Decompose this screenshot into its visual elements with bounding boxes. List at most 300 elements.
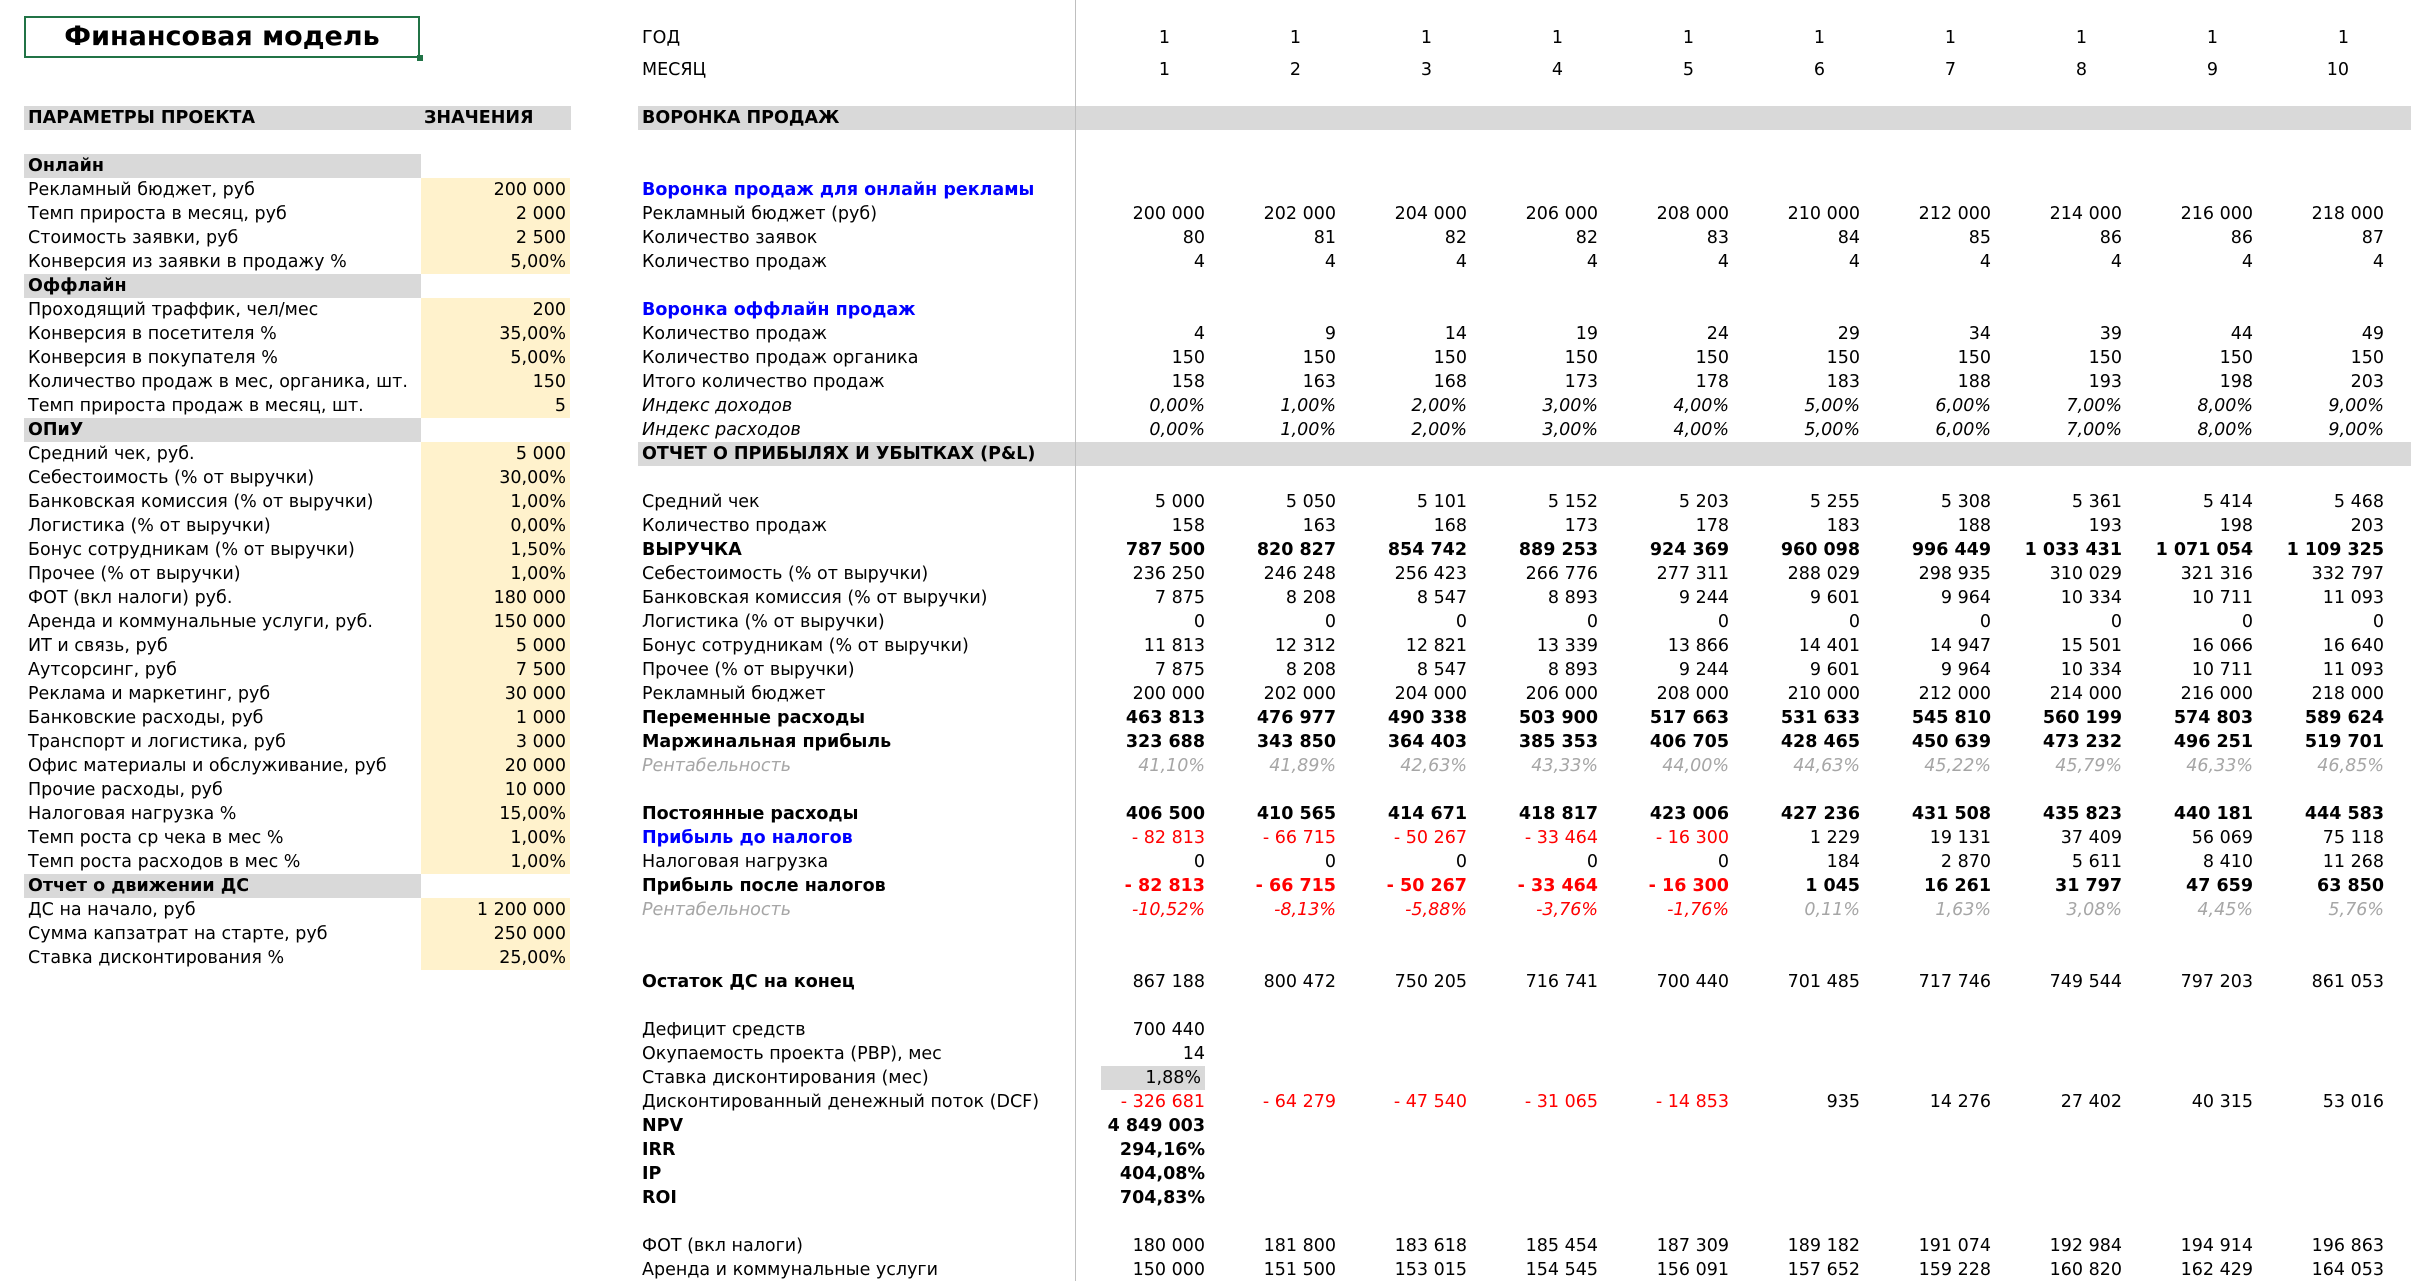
value-cell[interactable]: 44,00% — [1662, 756, 1729, 776]
value-cell[interactable]: 463 813 — [1125, 708, 1205, 728]
value-cell[interactable]: 8 208 — [1285, 660, 1336, 680]
value-cell[interactable]: 153 015 — [1394, 1260, 1467, 1280]
value-cell[interactable]: 5,00% — [1804, 396, 1860, 416]
value-cell[interactable]: 9 244 — [1678, 588, 1729, 608]
value-cell[interactable]: 150 — [2350, 348, 2384, 368]
row-label[interactable]: Количество заявок — [642, 228, 818, 248]
value-cell[interactable]: 2,00% — [1411, 396, 1467, 416]
param-label[interactable]: Количество продаж в мес, органика, шт. — [28, 372, 408, 392]
param-label[interactable]: Темп прироста продаж в месяц, шт. — [28, 396, 364, 416]
value-cell[interactable]: 294,16% — [1119, 1140, 1205, 1160]
value-cell[interactable]: 14 — [1444, 324, 1467, 344]
value-cell[interactable]: 545 810 — [1911, 708, 1991, 728]
param-section-header[interactable]: Отчет о движении ДС — [24, 874, 421, 898]
row-label[interactable]: IRR — [642, 1140, 676, 1160]
value-cell[interactable]: 14 947 — [1929, 636, 1991, 656]
value-cell[interactable]: 960 098 — [1780, 540, 1860, 560]
param-label[interactable]: Реклама и маркетинг, руб — [28, 684, 271, 704]
value-cell[interactable]: 204 000 — [1394, 684, 1467, 704]
value-cell[interactable]: 204 000 — [1394, 204, 1467, 224]
value-cell[interactable]: - 16 300 — [1655, 828, 1729, 848]
param-label[interactable]: Стоимость заявки, руб — [28, 228, 239, 248]
value-cell[interactable]: 5 000 — [1154, 492, 1205, 512]
value-cell[interactable]: 4 — [2372, 252, 2384, 272]
value-cell[interactable]: 87 — [2361, 228, 2384, 248]
value-cell[interactable]: 193 — [2088, 372, 2122, 392]
row-label[interactable]: Итого количество продаж — [642, 372, 885, 392]
param-label[interactable]: Транспорт и логистика, руб — [28, 732, 286, 752]
value-cell[interactable]: 0 — [1193, 612, 1205, 632]
value-cell[interactable]: 3,00% — [1542, 420, 1598, 440]
value-cell[interactable]: - 64 279 — [1262, 1092, 1336, 1112]
value-cell[interactable]: 5 050 — [1285, 492, 1336, 512]
param-value-input[interactable]: 1,00% — [421, 490, 570, 514]
value-cell[interactable]: 5,00% — [1804, 420, 1860, 440]
param-value-input[interactable]: 1 200 000 — [421, 898, 570, 922]
value-cell[interactable]: 889 253 — [1518, 540, 1598, 560]
value-cell[interactable]: - 14 853 — [1655, 1092, 1729, 1112]
row-label[interactable]: Банковская комиссия (% от выручки) — [642, 588, 988, 608]
value-cell[interactable]: 6,00% — [1935, 420, 1991, 440]
value-cell[interactable]: 288 029 — [1787, 564, 1860, 584]
param-value-input[interactable]: 1,50% — [421, 538, 570, 562]
value-cell[interactable]: 12 821 — [1405, 636, 1467, 656]
value-cell[interactable]: 4 — [1193, 252, 1205, 272]
param-value-input[interactable]: 30,00% — [421, 466, 570, 490]
value-cell[interactable]: 45,79% — [2055, 756, 2122, 776]
value-cell[interactable]: 418 817 — [1518, 804, 1598, 824]
value-cell[interactable]: 4 — [1848, 252, 1860, 272]
value-cell[interactable]: - 47 540 — [1393, 1092, 1467, 1112]
value-cell[interactable]: 53 016 — [2322, 1092, 2384, 1112]
value-cell[interactable]: 924 369 — [1649, 540, 1729, 560]
value-cell[interactable]: 150 — [2088, 348, 2122, 368]
value-cell[interactable]: 519 701 — [2304, 732, 2384, 752]
param-value-input[interactable]: 25,00% — [421, 946, 570, 970]
value-cell[interactable]: 2 870 — [1940, 852, 1991, 872]
value-cell[interactable]: 343 850 — [1256, 732, 1336, 752]
value-cell[interactable]: 7,00% — [2066, 396, 2122, 416]
value-cell[interactable]: 178 — [1695, 372, 1729, 392]
value-cell[interactable]: 749 544 — [2049, 972, 2122, 992]
value-cell[interactable]: 820 827 — [1256, 540, 1336, 560]
param-label[interactable]: ФОТ (вкл налоги) руб. — [28, 588, 233, 608]
value-cell[interactable]: - 50 267 — [1386, 876, 1467, 896]
value-cell[interactable]: 1,63% — [1935, 900, 1991, 920]
value-cell[interactable]: 84 — [1837, 228, 1860, 248]
value-cell[interactable]: 1 033 431 — [2024, 540, 2122, 560]
value-cell[interactable]: 16 261 — [1924, 876, 1991, 896]
value-cell[interactable]: - 50 267 — [1393, 828, 1467, 848]
value-cell[interactable]: 203 — [2350, 516, 2384, 536]
value-cell[interactable]: 192 984 — [2049, 1236, 2122, 1256]
value-cell[interactable]: 157 652 — [1787, 1260, 1860, 1280]
value-cell[interactable]: 0 — [1324, 852, 1336, 872]
value-cell[interactable]: 6,00% — [1935, 396, 1991, 416]
value-cell[interactable]: 8 893 — [1547, 588, 1598, 608]
value-cell[interactable]: 476 977 — [1256, 708, 1336, 728]
value-cell[interactable]: 4 — [2110, 252, 2122, 272]
param-label[interactable]: ИТ и связь, руб — [28, 636, 168, 656]
value-cell[interactable]: 187 309 — [1656, 1236, 1729, 1256]
value-cell[interactable]: 10 334 — [2060, 660, 2122, 680]
param-label[interactable]: Офис материалы и обслуживание, руб — [28, 756, 387, 776]
year-cell[interactable]: 1 — [2075, 28, 2087, 48]
value-cell[interactable]: 277 311 — [1656, 564, 1729, 584]
value-cell[interactable]: 14 276 — [1929, 1092, 1991, 1112]
value-cell[interactable]: - 66 715 — [1262, 828, 1336, 848]
value-cell[interactable]: 45,22% — [1924, 756, 1991, 776]
value-cell[interactable]: 203 — [2350, 372, 2384, 392]
value-cell[interactable]: 321 316 — [2180, 564, 2253, 584]
value-cell[interactable]: 75 118 — [2322, 828, 2384, 848]
month-cell[interactable]: 10 — [2326, 60, 2349, 80]
value-cell[interactable]: 80 — [1182, 228, 1205, 248]
value-cell[interactable]: 503 900 — [1518, 708, 1598, 728]
year-cell[interactable]: 1 — [1944, 28, 1956, 48]
value-cell[interactable]: 150 — [1302, 348, 1336, 368]
value-cell[interactable]: 797 203 — [2180, 972, 2253, 992]
value-cell[interactable]: 210 000 — [1787, 684, 1860, 704]
value-cell[interactable]: 574 803 — [2173, 708, 2253, 728]
value-cell[interactable]: - 33 464 — [1524, 828, 1598, 848]
value-cell[interactable]: 150 — [1957, 348, 1991, 368]
value-cell[interactable]: 154 545 — [1525, 1260, 1598, 1280]
param-value-input[interactable]: 15,00% — [421, 802, 570, 826]
value-cell[interactable]: 173 — [1564, 516, 1598, 536]
row-label[interactable]: Количество продаж — [642, 252, 828, 272]
value-cell[interactable]: 12 312 — [1274, 636, 1336, 656]
value-cell[interactable]: 1,88% — [1101, 1066, 1205, 1090]
value-cell[interactable]: 19 — [1575, 324, 1598, 344]
year-cell[interactable]: 1 — [2337, 28, 2349, 48]
value-cell[interactable]: 158 — [1171, 372, 1205, 392]
value-cell[interactable]: 10 334 — [2060, 588, 2122, 608]
value-cell[interactable]: 473 232 — [2042, 732, 2122, 752]
value-cell[interactable]: 150 — [1564, 348, 1598, 368]
value-cell[interactable]: 0 — [2372, 612, 2384, 632]
value-cell[interactable]: 2,00% — [1411, 420, 1467, 440]
value-cell[interactable]: 496 251 — [2173, 732, 2253, 752]
value-cell[interactable]: 181 800 — [1263, 1236, 1336, 1256]
value-cell[interactable]: 787 500 — [1125, 540, 1205, 560]
value-cell[interactable]: 164 053 — [2311, 1260, 2384, 1280]
value-cell[interactable]: 44,63% — [1793, 756, 1860, 776]
value-cell[interactable]: 0,00% — [1149, 420, 1205, 440]
param-label[interactable]: Конверсия из заявки в продажу % — [28, 252, 347, 272]
value-cell[interactable]: 0 — [1979, 612, 1991, 632]
param-label[interactable]: Банковская комиссия (% от выручки) — [28, 492, 374, 512]
value-cell[interactable]: 150 — [1695, 348, 1729, 368]
value-cell[interactable]: 16 066 — [2191, 636, 2253, 656]
value-cell[interactable]: 4 — [1193, 324, 1205, 344]
value-cell[interactable]: - 326 681 — [1120, 1092, 1205, 1112]
value-cell[interactable]: 160 820 — [2049, 1260, 2122, 1280]
value-cell[interactable]: 47 659 — [2186, 876, 2253, 896]
value-cell[interactable]: 0,11% — [1804, 900, 1860, 920]
value-cell[interactable]: 1 045 — [1805, 876, 1860, 896]
value-cell[interactable]: 410 565 — [1256, 804, 1336, 824]
param-section-header[interactable]: ОПиУ — [24, 418, 421, 442]
row-label[interactable]: IP — [642, 1164, 662, 1184]
row-label[interactable]: Бонус сотрудникам (% от выручки) — [642, 636, 969, 656]
value-cell[interactable]: 704,83% — [1119, 1188, 1205, 1208]
row-label[interactable]: Воронка оффлайн продаж — [642, 300, 916, 320]
value-cell[interactable]: 4 849 003 — [1107, 1116, 1205, 1136]
value-cell[interactable]: 210 000 — [1787, 204, 1860, 224]
value-cell[interactable]: 208 000 — [1656, 684, 1729, 704]
value-cell[interactable]: 11 093 — [2322, 588, 2384, 608]
value-cell[interactable]: 212 000 — [1918, 684, 1991, 704]
value-cell[interactable]: 800 472 — [1263, 972, 1336, 992]
param-value-input[interactable]: 1,00% — [421, 850, 570, 874]
value-cell[interactable]: 854 742 — [1387, 540, 1467, 560]
param-value-input[interactable]: 35,00% — [421, 322, 570, 346]
value-cell[interactable]: 364 403 — [1387, 732, 1467, 752]
row-label[interactable]: Прибыль до налогов — [642, 828, 853, 848]
row-label[interactable]: ВЫРУЧКА — [642, 540, 742, 560]
param-label[interactable]: Себестоимость (% от выручки) — [28, 468, 315, 488]
value-cell[interactable]: 156 091 — [1656, 1260, 1729, 1280]
value-cell[interactable]: 431 508 — [1911, 804, 1991, 824]
param-value-input[interactable]: 1 000 — [421, 706, 570, 730]
value-cell[interactable]: 256 423 — [1394, 564, 1467, 584]
param-label[interactable]: Конверсия в посетителя % — [28, 324, 277, 344]
value-cell[interactable]: 49 — [2361, 324, 2384, 344]
value-cell[interactable]: - 33 464 — [1517, 876, 1598, 896]
value-cell[interactable]: 9,00% — [2328, 420, 2384, 440]
value-cell[interactable]: 10 711 — [2191, 588, 2253, 608]
value-cell[interactable]: 85 — [1968, 228, 1991, 248]
param-value-input[interactable]: 5 000 — [421, 634, 570, 658]
value-cell[interactable]: 8 893 — [1547, 660, 1598, 680]
value-cell[interactable]: 11 813 — [1143, 636, 1205, 656]
value-cell[interactable]: 214 000 — [2049, 684, 2122, 704]
param-label[interactable]: Логистика (% от выручки) — [28, 516, 271, 536]
param-label[interactable]: Темп прироста в месяц, руб — [28, 204, 287, 224]
value-cell[interactable]: 19 131 — [1929, 828, 1991, 848]
value-cell[interactable]: 13 339 — [1536, 636, 1598, 656]
param-section-header[interactable]: Онлайн — [24, 154, 421, 178]
value-cell[interactable]: 298 935 — [1918, 564, 1991, 584]
value-cell[interactable]: 173 — [1564, 372, 1598, 392]
value-cell[interactable]: 198 — [2219, 372, 2253, 392]
value-cell[interactable]: 163 — [1302, 516, 1336, 536]
param-label[interactable]: Бонус сотрудникам (% от выручки) — [28, 540, 355, 560]
value-cell[interactable]: 1 071 054 — [2155, 540, 2253, 560]
row-label[interactable]: Дисконтированный денежный поток (DCF) — [642, 1092, 1040, 1112]
row-label[interactable]: Постоянные расходы — [642, 804, 859, 824]
value-cell[interactable]: 202 000 — [1263, 204, 1336, 224]
year-cell[interactable]: 1 — [2206, 28, 2218, 48]
month-cell[interactable]: 5 — [1682, 60, 1694, 80]
value-cell[interactable]: 42,63% — [1400, 756, 1467, 776]
param-label[interactable]: Конверсия в покупателя % — [28, 348, 278, 368]
param-value-input[interactable]: 7 500 — [421, 658, 570, 682]
value-cell[interactable]: 196 863 — [2311, 1236, 2384, 1256]
param-value-input[interactable]: 150 — [421, 370, 570, 394]
value-cell[interactable]: 9 — [1324, 324, 1336, 344]
param-value-input[interactable]: 20 000 — [421, 754, 570, 778]
param-value-input[interactable]: 10 000 — [421, 778, 570, 802]
value-cell[interactable]: 168 — [1433, 516, 1467, 536]
param-value-input[interactable]: 1,00% — [421, 562, 570, 586]
value-cell[interactable]: 158 — [1171, 516, 1205, 536]
value-cell[interactable]: 16 640 — [2322, 636, 2384, 656]
value-cell[interactable]: 188 — [1957, 372, 1991, 392]
value-cell[interactable]: - 16 300 — [1648, 876, 1729, 896]
value-cell[interactable]: 150 000 — [1132, 1260, 1205, 1280]
value-cell[interactable]: 5 203 — [1678, 492, 1729, 512]
value-cell[interactable]: 24 — [1706, 324, 1729, 344]
value-cell[interactable]: 323 688 — [1125, 732, 1205, 752]
value-cell[interactable]: 150 — [1433, 348, 1467, 368]
param-label[interactable]: Аутсорсинг, руб — [28, 660, 177, 680]
value-cell[interactable]: 8 547 — [1416, 660, 1467, 680]
value-cell[interactable]: 0 — [2241, 612, 2253, 632]
value-cell[interactable]: 46,33% — [2186, 756, 2253, 776]
value-cell[interactable]: 4 — [2241, 252, 2253, 272]
value-cell[interactable]: 191 074 — [1918, 1236, 1991, 1256]
month-cell[interactable]: 9 — [2206, 60, 2218, 80]
value-cell[interactable]: 206 000 — [1525, 684, 1598, 704]
value-cell[interactable]: 10 711 — [2191, 660, 2253, 680]
value-cell[interactable]: 490 338 — [1387, 708, 1467, 728]
value-cell[interactable]: 4,45% — [2197, 900, 2253, 920]
value-cell[interactable]: 861 053 — [2311, 972, 2384, 992]
row-label[interactable]: Рентабельность — [642, 756, 792, 776]
value-cell[interactable]: -5,88% — [1405, 900, 1467, 920]
value-cell[interactable]: 423 006 — [1649, 804, 1729, 824]
value-cell[interactable]: 44 — [2230, 324, 2253, 344]
value-cell[interactable]: 8 547 — [1416, 588, 1467, 608]
row-label[interactable]: ФОТ (вкл налоги) — [642, 1236, 804, 1256]
value-cell[interactable]: 193 — [2088, 516, 2122, 536]
value-cell[interactable]: 5 611 — [2071, 852, 2122, 872]
value-cell[interactable]: 0 — [1586, 612, 1598, 632]
value-cell[interactable]: -3,76% — [1536, 900, 1598, 920]
value-cell[interactable]: 162 429 — [2180, 1260, 2253, 1280]
value-cell[interactable]: 8 410 — [2202, 852, 2253, 872]
value-cell[interactable]: 5 101 — [1416, 492, 1467, 512]
row-label[interactable]: Аренда и коммунальные услуги — [642, 1260, 938, 1280]
value-cell[interactable]: 4 — [1324, 252, 1336, 272]
value-cell[interactable]: 406 705 — [1649, 732, 1729, 752]
value-cell[interactable]: 750 205 — [1394, 972, 1467, 992]
value-cell[interactable]: 159 228 — [1918, 1260, 1991, 1280]
value-cell[interactable]: 1 229 — [1809, 828, 1860, 848]
value-cell[interactable]: 82 — [1575, 228, 1598, 248]
value-cell[interactable]: 9 244 — [1678, 660, 1729, 680]
row-label[interactable]: Переменные расходы — [642, 708, 866, 728]
value-cell[interactable]: 15 501 — [2060, 636, 2122, 656]
value-cell[interactable]: -8,13% — [1274, 900, 1336, 920]
value-cell[interactable]: - 31 065 — [1524, 1092, 1598, 1112]
value-cell[interactable]: 5 152 — [1547, 492, 1598, 512]
value-cell[interactable]: 700 440 — [1656, 972, 1729, 992]
value-cell[interactable]: 0 — [1193, 852, 1205, 872]
year-cell[interactable]: 1 — [1158, 28, 1170, 48]
value-cell[interactable]: 13 866 — [1667, 636, 1729, 656]
param-label[interactable]: Аренда и коммунальные услуги, руб. — [28, 612, 373, 632]
value-cell[interactable]: 56 069 — [2191, 828, 2253, 848]
value-cell[interactable]: 236 250 — [1132, 564, 1205, 584]
value-cell[interactable]: 202 000 — [1263, 684, 1336, 704]
value-cell[interactable]: 7 875 — [1154, 660, 1205, 680]
value-cell[interactable]: 406 500 — [1125, 804, 1205, 824]
value-cell[interactable]: 246 248 — [1263, 564, 1336, 584]
value-cell[interactable]: 9 964 — [1940, 588, 1991, 608]
value-cell[interactable]: 1 109 325 — [2286, 540, 2384, 560]
row-label[interactable]: Индекс расходов — [642, 420, 801, 440]
value-cell[interactable]: 450 639 — [1911, 732, 1991, 752]
value-cell[interactable]: 27 402 — [2060, 1092, 2122, 1112]
param-label[interactable]: Ставка дисконтирования % — [28, 948, 285, 968]
value-cell[interactable]: 83 — [1706, 228, 1729, 248]
value-cell[interactable]: 9 601 — [1809, 660, 1860, 680]
value-cell[interactable]: 39 — [2099, 324, 2122, 344]
value-cell[interactable]: 4,00% — [1673, 396, 1729, 416]
value-cell[interactable]: 310 029 — [2049, 564, 2122, 584]
value-cell[interactable]: 1,00% — [1280, 420, 1336, 440]
value-cell[interactable]: 4 — [1586, 252, 1598, 272]
value-cell[interactable]: 9 964 — [1940, 660, 1991, 680]
value-cell[interactable]: 4 — [1455, 252, 1467, 272]
value-cell[interactable]: - 66 715 — [1255, 876, 1336, 896]
param-value-input[interactable]: 5 — [421, 394, 570, 418]
month-cell[interactable]: 4 — [1551, 60, 1563, 80]
value-cell[interactable]: 43,33% — [1531, 756, 1598, 776]
value-cell[interactable]: 14 — [1182, 1044, 1205, 1064]
month-cell[interactable]: 3 — [1420, 60, 1432, 80]
value-cell[interactable]: 29 — [1837, 324, 1860, 344]
value-cell[interactable]: 208 000 — [1656, 204, 1729, 224]
value-cell[interactable]: 427 236 — [1780, 804, 1860, 824]
value-cell[interactable]: 700 440 — [1132, 1020, 1205, 1040]
value-cell[interactable]: 37 409 — [2060, 828, 2122, 848]
value-cell[interactable]: 163 — [1302, 372, 1336, 392]
value-cell[interactable]: 589 624 — [2304, 708, 2384, 728]
param-value-input[interactable]: 200 000 — [421, 178, 570, 202]
value-cell[interactable]: 183 — [1826, 516, 1860, 536]
row-label[interactable]: Рекламный бюджет (руб) — [642, 204, 878, 224]
year-cell[interactable]: 1 — [1551, 28, 1563, 48]
value-cell[interactable]: 0 — [1455, 612, 1467, 632]
value-cell[interactable]: 0 — [2110, 612, 2122, 632]
value-cell[interactable]: 0 — [1717, 852, 1729, 872]
row-label[interactable]: ROI — [642, 1188, 677, 1208]
row-label[interactable]: Индекс доходов — [642, 396, 793, 416]
param-label[interactable]: ДС на начало, руб — [28, 900, 196, 920]
value-cell[interactable]: -1,76% — [1667, 900, 1729, 920]
param-value-input[interactable]: 0,00% — [421, 514, 570, 538]
row-label[interactable]: Себестоимость (% от выручки) — [642, 564, 929, 584]
param-label[interactable]: Рекламный бюджет, руб — [28, 180, 255, 200]
row-label[interactable]: Количество продаж — [642, 324, 828, 344]
param-value-input[interactable]: 180 000 — [421, 586, 570, 610]
value-cell[interactable]: 200 000 — [1132, 204, 1205, 224]
param-value-input[interactable]: 250 000 — [421, 922, 570, 946]
row-label[interactable]: Ставка дисконтирования (мес) — [642, 1068, 929, 1088]
row-label[interactable]: Остаток ДС на конец — [642, 972, 855, 992]
param-label[interactable]: Темп роста расходов в мес % — [28, 852, 301, 872]
value-cell[interactable]: 7,00% — [2066, 420, 2122, 440]
value-cell[interactable]: 435 823 — [2042, 804, 2122, 824]
value-cell[interactable]: 0,00% — [1149, 396, 1205, 416]
value-cell[interactable]: 150 — [2219, 348, 2253, 368]
value-cell[interactable]: 34 — [1968, 324, 1991, 344]
value-cell[interactable]: 0 — [1586, 852, 1598, 872]
